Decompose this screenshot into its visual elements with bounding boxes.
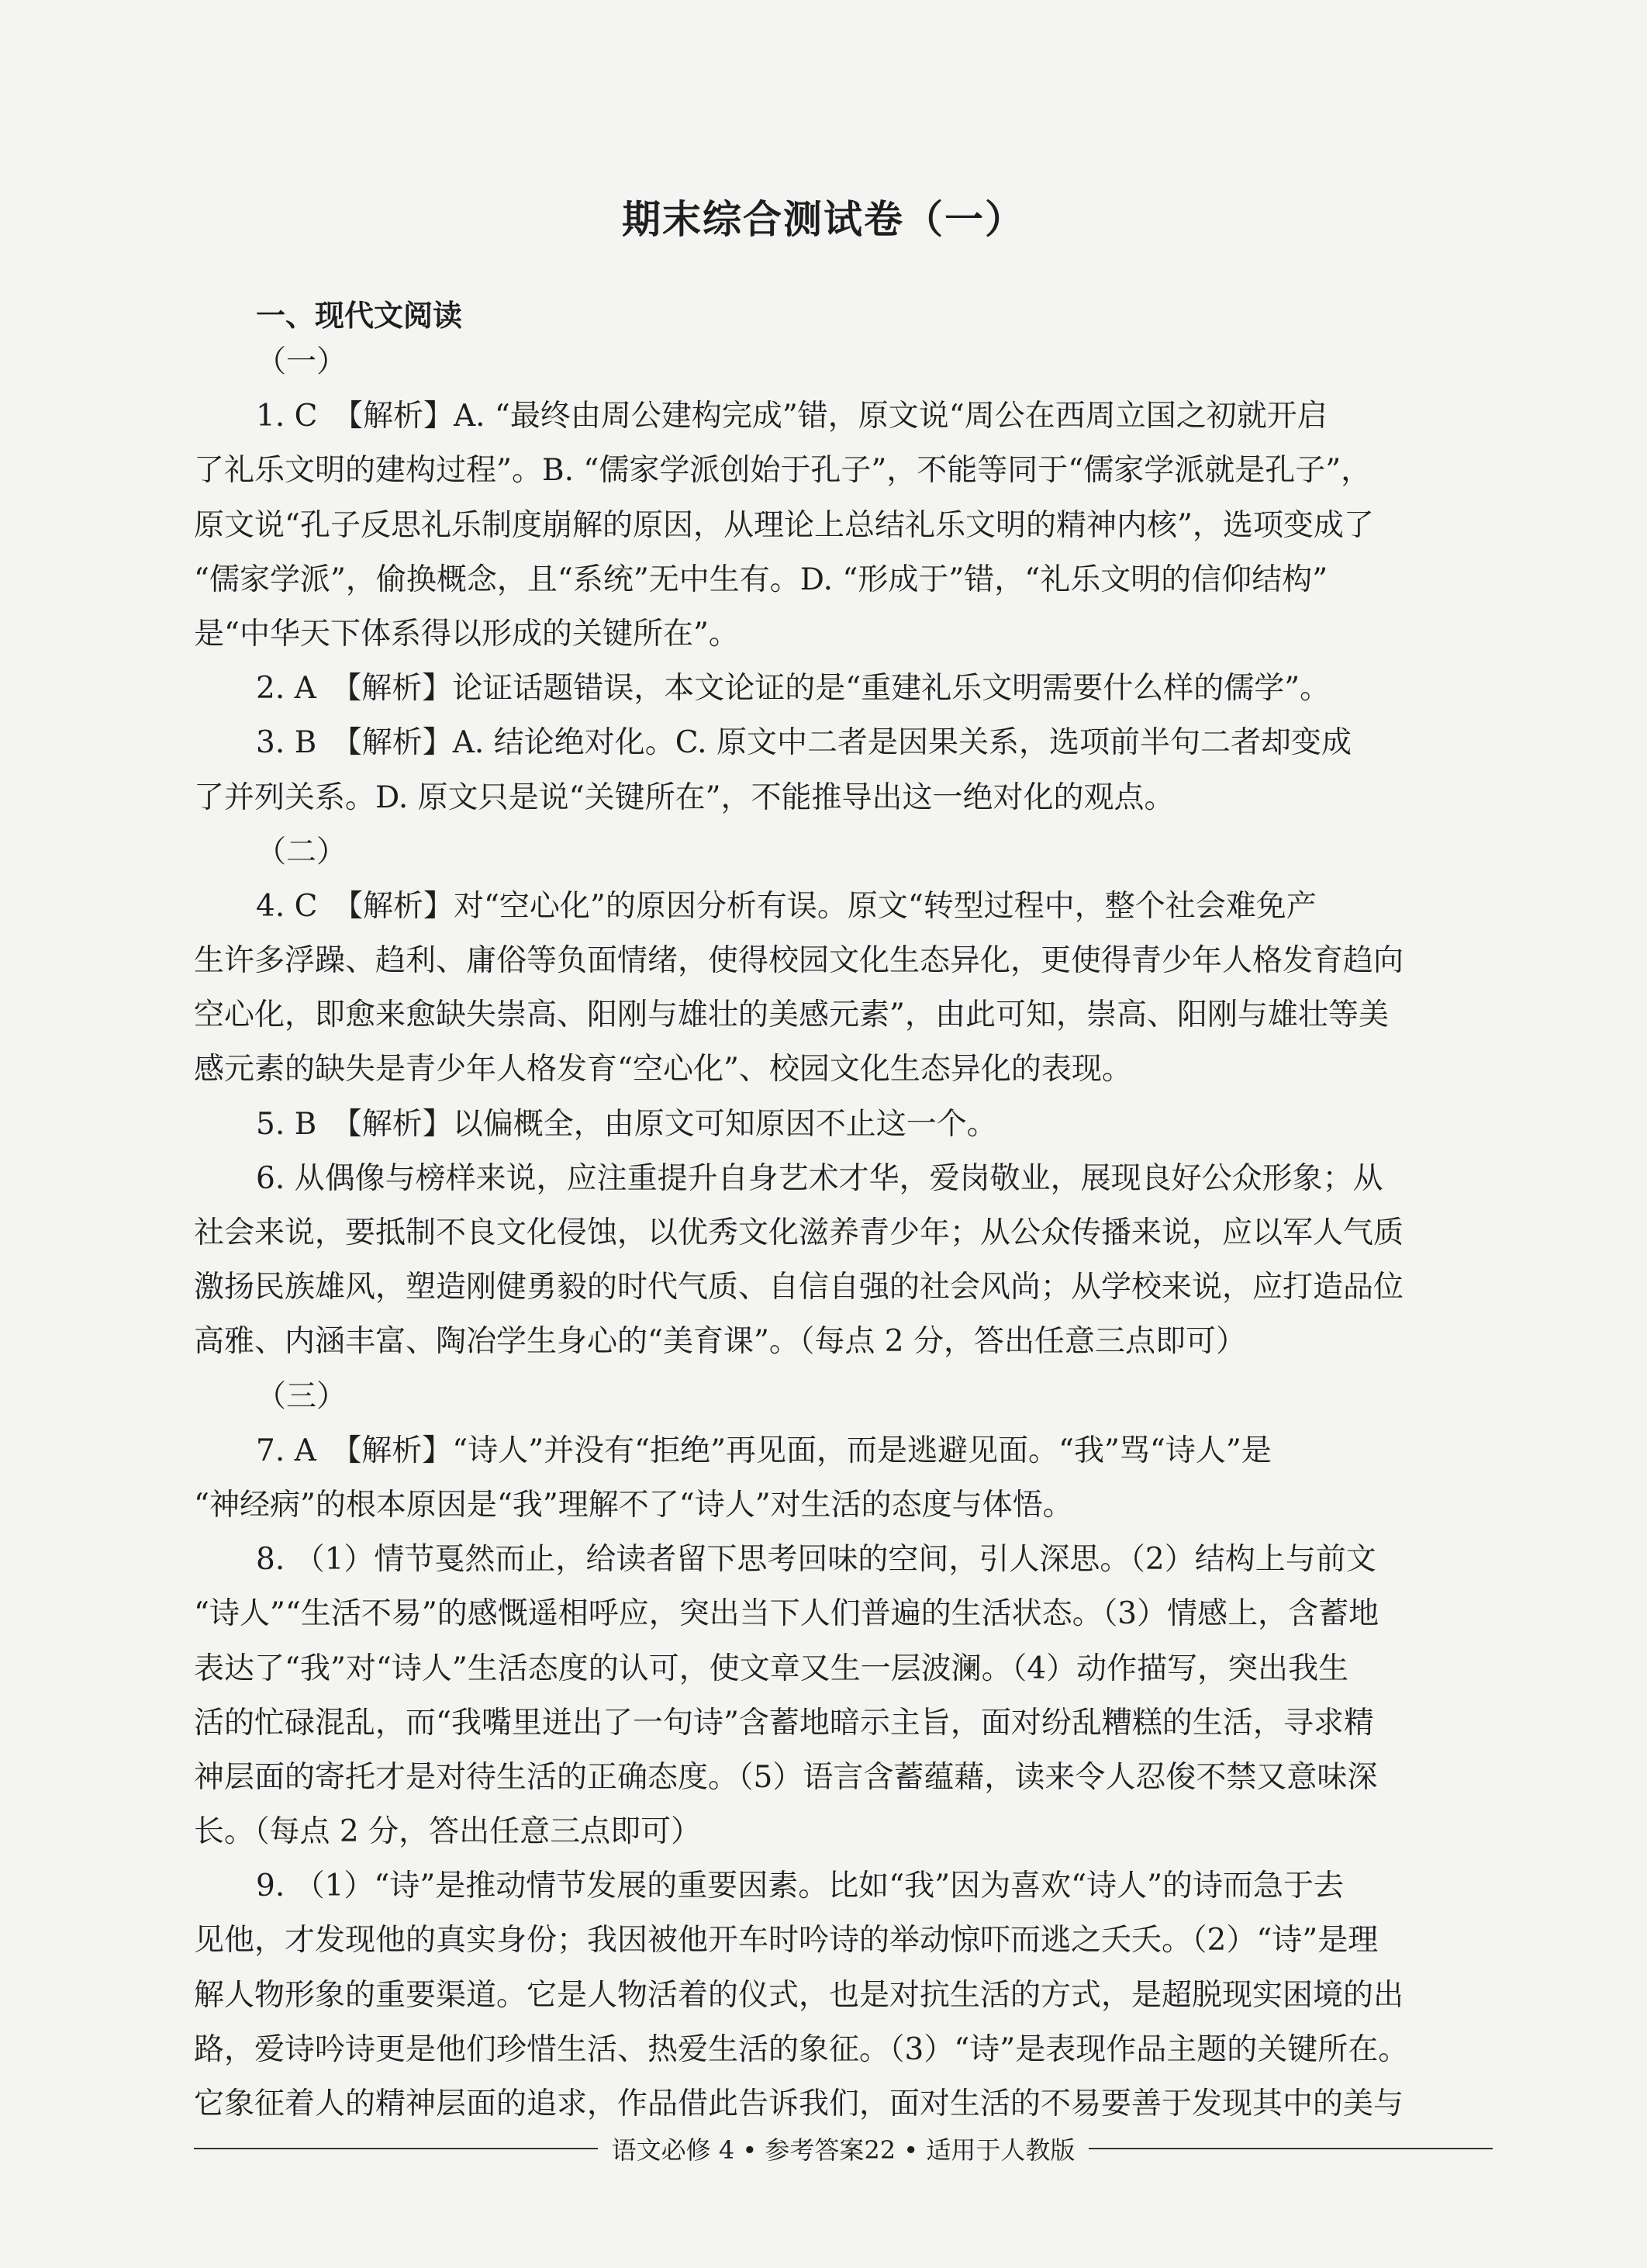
text-line: 了并列关系。D. 原文只是说“关键所在”，不能推导出这一绝对化的观点。 <box>194 780 1175 815</box>
text-line: 见他，才发现他的真实身份；我因被他开车时吟诗的举动惊吓而逃之夭夭。（2）“诗”是理 <box>194 1923 1379 1959</box>
text-line: 9. （1）“诗”是推动情节发展的重要因素。比如“我”因为喜欢“诗人”的诗而急于去 <box>256 1869 1345 1904</box>
text-line: 4. C 【解析】对“空心化”的原因分析有误。原文“转型过程中，整个社会难免产 <box>256 888 1317 924</box>
footer-rule-left <box>194 2148 598 2149</box>
text-line: （一） <box>256 344 347 379</box>
text-line: 长。（每点 2 分，答出任意三点即可） <box>194 1814 702 1850</box>
text-line: 路，爱诗吟诗更是他们珍惜生活、热爱生活的象征。（3）“诗”是表现作品主题的关键所在。 <box>194 2031 1409 2067</box>
text-line: 原文说“孔子反思礼乐制度崩解的原因，从理论上总结礼乐文明的精神内核”，选项变成了 <box>194 507 1374 543</box>
text-line: “诗人”“生活不易”的感慨遥相呼应，突出当下人们普遍的生活状态。（3）情感上，含蓄地 <box>194 1596 1379 1632</box>
text-line: 神层面的寄托才是对待生活的正确态度。（5）语言含蓄蕴藉，读来令人忍俊不禁又意味深 <box>194 1759 1378 1795</box>
text-line: “神经病”的根本原因是“我”理解不了“诗人”对生活的态度与体悟。 <box>194 1487 1073 1523</box>
text-line: 是“中华天下体系得以形成的关键所在”。 <box>194 616 739 652</box>
page-title: 期末综合测试卷（一） <box>622 197 1025 242</box>
text-line: 活的忙碌混乱，而“我嘴里迸出了一句诗”含蓄地暗示主旨，面对纷乱糟糕的生活，寻求精 <box>194 1705 1374 1741</box>
page-footer <box>194 2129 1493 2168</box>
text-line: 空心化，即愈来愈缺失崇高、阳刚与雄壮的美感元素”，由此可知，崇高、阳刚与雄壮等美 <box>194 997 1389 1033</box>
text-line: 了礼乐文明的建构过程”。B. “儒家学派创始于孔子”，不能等同于“儒家学派就是孔子”， <box>194 453 1372 489</box>
text-line: 6. 从偶像与榜样来说，应注重提升自身艺术才华，爱岗敬业，展现良好公众形象；从 <box>256 1160 1383 1196</box>
text-line: 它象征着人的精神层面的追求，作品借此告诉我们，面对生活的不易要善于发现其中的美与 <box>194 2086 1404 2121</box>
text-line: 2. A 【解析】论证话题错误，本文论证的是“重建礼乐文明需要什么样的儒学”。 <box>256 671 1331 707</box>
text-line: 感元素的缺失是青少年人格发育“空心化”、校园文化生态异化的表现。 <box>194 1052 1132 1087</box>
text-line: 1. C 【解析】A. “最终由周公建构完成”错，原文说“周公在西周立国之初就开启 <box>256 399 1328 434</box>
text-line: 高雅、内涵丰富、陶冶学生身心的“美育课”。（每点 2 分，答出任意三点即可） <box>194 1324 1246 1360</box>
text-line: 解人物形象的重要渠道。它是人物活着的仪式，也是对抗生活的方式，是超脱现实困境的出 <box>194 1977 1404 2013</box>
text-line: 8. （1）情节戛然而止，给读者留下思考回味的空间，引人深思。（2）结构上与前文 <box>256 1542 1376 1578</box>
footer-text: 语文必修 4 • 参考答案22 • 适用于人教版 <box>611 2135 1076 2165</box>
text-line: （三） <box>256 1378 347 1414</box>
answer-body <box>194 335 1493 2131</box>
text-line: （二） <box>256 834 347 870</box>
text-line: “儒家学派”，偷换概念，且“系统”无中生有。D. “形成于”错，“礼乐文明的信仰结构” <box>194 562 1328 597</box>
footer-rule-right <box>1089 2148 1493 2149</box>
section-heading: 一、现代文阅读 <box>256 299 463 333</box>
text-line: 社会来说，要抵制不良文化侵蚀，以优秀文化滋养青少年；从公众传播来说，应以军人气质 <box>194 1215 1404 1250</box>
text-line: 生许多浮躁、趋利、庸俗等负面情绪，使得校园文化生态异化，更使得青少年人格发育趋向 <box>194 943 1404 979</box>
text-line: 7. A 【解析】“诗人”并没有“拒绝”再见面，而是逃避见面。“我”骂“诗人”是 <box>256 1433 1272 1468</box>
text-line: 激扬民族雄风，塑造刚健勇毅的时代气质、自信自强的社会风尚；从学校来说，应打造品位 <box>194 1270 1404 1305</box>
text-line: 表达了“我”对“诗人”生活态度的认可，使文章又生一层波澜。（4）动作描写，突出我生 <box>194 1651 1349 1686</box>
text-line: 5. B 【解析】以偏概全，由原文可知原因不止这一个。 <box>256 1106 997 1142</box>
text-line: 3. B 【解析】A. 结论绝对化。C. 原文中二者是因果关系，选项前半句二者却变成 <box>256 725 1352 761</box>
